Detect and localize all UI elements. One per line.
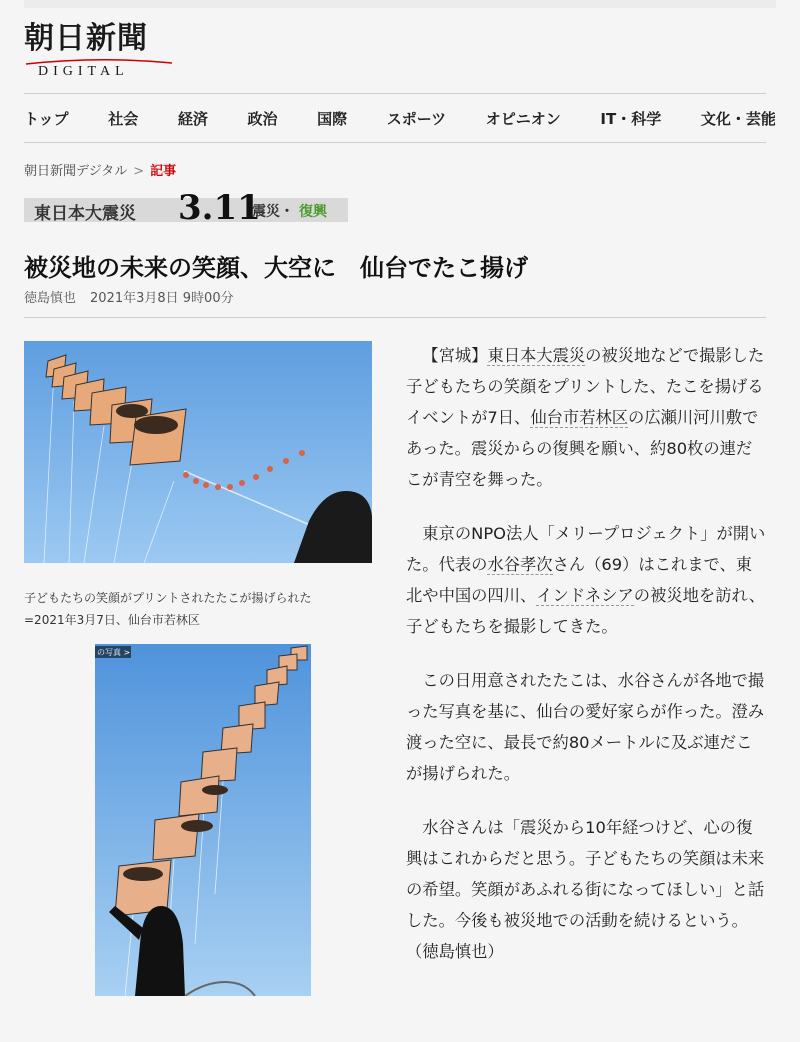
nav-top[interactable]: トップ [24, 109, 69, 128]
link-indonesia[interactable]: インドネシア [536, 586, 634, 605]
nav-economy[interactable]: 経済 [177, 109, 208, 128]
p1-text-c: の広瀬川河川敷であった。震災からの復興を願い、約80枚の連だこが青空を舞った。 [406, 408, 759, 489]
p1-text-a: 【宮城】 [422, 346, 488, 365]
banner-disaster: 震災・ [252, 204, 294, 220]
breadcrumb-separator: > [133, 164, 145, 179]
author: 徳島慎也 [24, 291, 77, 306]
p2-text-b: さん（69）はこれまで、東北や中国の四川、 [406, 555, 753, 605]
disaster-banner[interactable] [24, 188, 348, 228]
byline [24, 287, 234, 306]
banner-date: 3.11 [178, 188, 261, 228]
kite-photo-main[interactable] [24, 341, 372, 563]
publish-date: 2021年3月8日 9時00分 [90, 291, 234, 306]
paragraph-1 [406, 340, 768, 495]
kite-photo-secondary[interactable] [95, 644, 311, 996]
nav-culture[interactable]: 文化・芸能 [700, 109, 776, 128]
nav-society[interactable]: 社会 [108, 109, 139, 128]
nav-opinion[interactable]: オピニオン [485, 109, 561, 128]
link-great-east-japan-earthquake[interactable]: 東日本大震災 [487, 346, 586, 365]
photo-caption: 子どもたちの笑顔がプリントされたたこが揚げられた=2021年3月7日、仙台市若林区 [24, 591, 312, 627]
logo-japanese: 朝日新聞 [24, 21, 148, 56]
paragraph-4: 水谷さんは「震災から10年経つけど、心の復興はこれからだと思う。子どもたちの笑顔は未来の希望。笑顔があふれる街になってほしい」と話した。今後も被災地での活動を続けるという。（徳島慎也） [406, 818, 765, 961]
banner-recovery: 復興 [299, 204, 327, 220]
breadcrumb [24, 160, 176, 179]
nav-politics[interactable]: 政治 [247, 109, 278, 128]
p2-text-a: 東京のNPO法人「メリープロジェクト」が開いた。代表の [406, 524, 766, 574]
nav-sports[interactable]: スポーツ [386, 109, 447, 128]
paragraph-2 [406, 518, 768, 642]
byline-divider [24, 317, 766, 318]
main-nav [24, 94, 776, 142]
banner-earthquake: 東日本大震災 [34, 204, 136, 224]
article-title: 被災地の未来の笑顔、大空に 仙台でたこ揚げ [24, 254, 528, 282]
nav-international[interactable]: 国際 [317, 109, 348, 128]
p1-text-b: の被災地などで撮影した子どもたちの笑顔をプリントした、たこを揚げるイベントが7日、 [406, 346, 765, 427]
article-body [406, 340, 768, 990]
link-mizutani[interactable]: 水谷孝次 [487, 555, 553, 574]
top-bar [24, 0, 776, 8]
paragraph-3: この日用意されたたこは、水谷さんが各地で撮った写真を基に、仙台の愛好家らが作った。澄み渡った空に、最長で約80メートルに及ぶ連だこが揚げられた。 [406, 671, 765, 783]
p2-text-c: の被災地を訪れ、子どもたちを撮影してきた。 [406, 586, 766, 636]
link-sendai-wakabayashi[interactable]: 仙台市若林区 [530, 408, 629, 427]
logo-english: DIGITAL [38, 64, 129, 79]
nav-bottom-divider [24, 142, 766, 143]
breadcrumb-current[interactable]: 記事 [150, 164, 177, 179]
nav-it-science[interactable]: IT・科学 [600, 109, 662, 128]
photo-more-label[interactable]: の写真 > [97, 648, 131, 657]
site-logo[interactable] [24, 22, 184, 77]
breadcrumb-home[interactable]: 朝日新聞デジタル [24, 164, 128, 179]
